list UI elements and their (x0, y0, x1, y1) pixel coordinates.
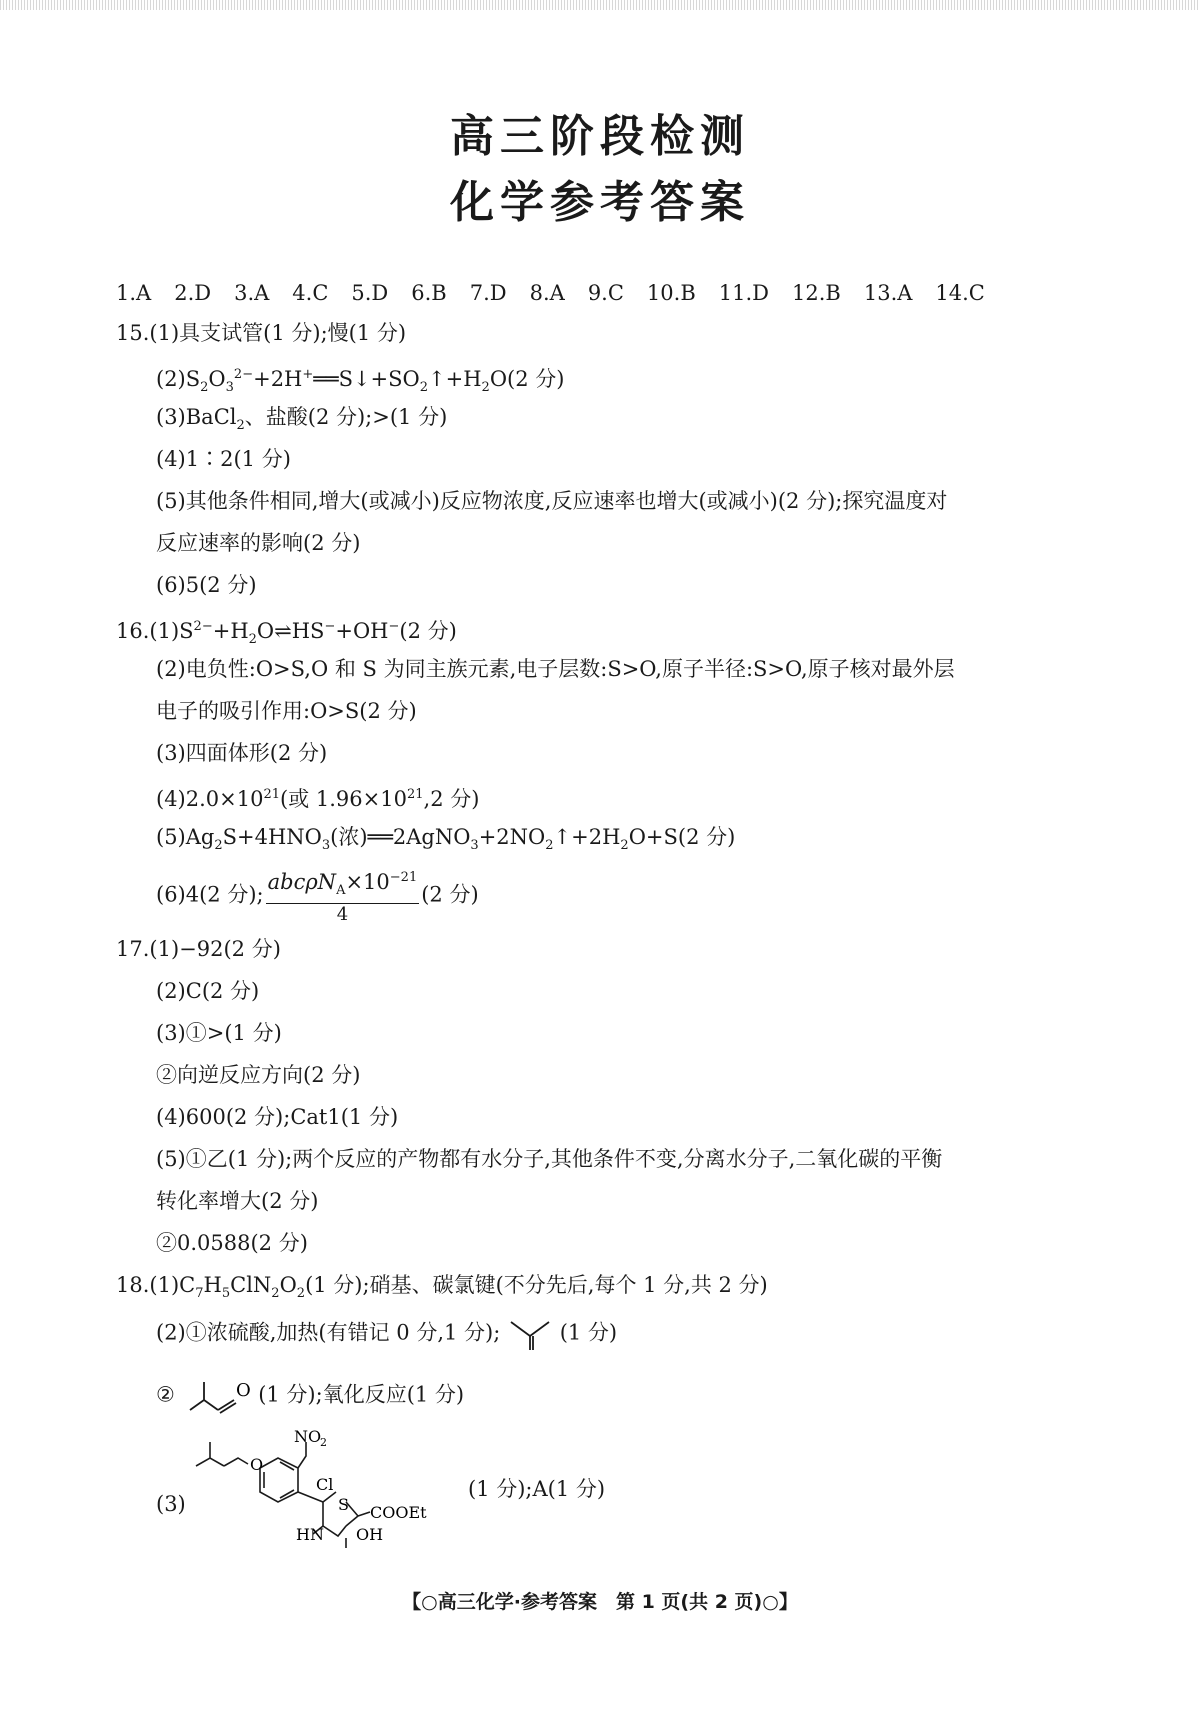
q15-number: 15. (116, 321, 150, 345)
q17-part5-line1: (5)①乙(1 分);两个反应的产物都有水分子,其他条件不变,分离水分子,二氧化碳的平衡 (156, 1147, 943, 1171)
aldehyde-o-label: O (235, 1380, 251, 1401)
q15-part1: (1)具支试管(1 分);慢(1 分) (149, 321, 407, 345)
q16-part3: (3)四面体形(2 分) (156, 741, 328, 765)
q16-part4: $(4)2.0\times 10^{21}$(或 $1.96\times 10^{21},2$ 分) (156, 787, 480, 811)
q15-part2: $(2)S_2O_3^{2-}+2H^+══S↓+SO_2↑+H_2O(2$ 分) (156, 367, 565, 396)
page-footer: 【○高三化学·参考答案 第 1 页(共 2 页)○】 (402, 1591, 798, 1613)
mc-answer: 2.D (174, 281, 212, 305)
q15-block (116, 318, 406, 348)
mc-answer: 9.C (587, 281, 624, 305)
struct-ether-o: O (250, 1455, 264, 1474)
mc-answer: 11.D (718, 281, 769, 305)
page-subtitle: 化学参考答案 (450, 177, 750, 228)
q17-number: 17. (116, 937, 150, 961)
q17-part3: (3)①>(1 分) (156, 1021, 282, 1045)
struct-no2: NO (294, 1428, 322, 1446)
isobutylene-structure (507, 1316, 553, 1352)
struct-oh: OH (356, 1525, 384, 1544)
mc-answer: 5.D (351, 281, 389, 305)
struct-s: S (338, 1495, 349, 1514)
q16-part2-line1: (2)电负性:O>S,O 和 S 为同主族元素,电子层数:S>O,原子半径:S>O,原子核对最外层 (156, 657, 955, 681)
q17-part1: 17.(1)−92(2 分) (116, 937, 281, 961)
aldehyde-structure (182, 1374, 252, 1418)
q15-part5-line1: (5)其他条件相同,增大(或减小)反应物浓度,反应速率也增大(或减小)(2 分);探究温度对 (156, 489, 948, 513)
q17-part5-line2: 转化率增大(2 分) (156, 1189, 319, 1213)
q16-part6: (6)4(2 分); $\frac{abc\rho N_A\times 10^{-21}}{4}$ (2 分) (156, 866, 479, 926)
scan-top-band (0, 0, 1200, 10)
q18-part1: $18.(1)C_7H_5ClN_2O_2(1$ 分);硝基、碳氯键(不分先后,每个 1 分,共 2 分) (116, 1273, 768, 1302)
mc-answer: 1.A (116, 281, 152, 305)
q18-number: 18. (116, 1273, 150, 1297)
struct-no2-sub: 2 (320, 1436, 327, 1449)
page-title: 高三阶段检测 (450, 111, 750, 162)
mc-answer: 14.C (935, 281, 985, 305)
q18-part2: (2)①浓硫酸,加热(有错记 0 分,1 分); (1 分) (156, 1316, 617, 1352)
q16-number: 16. (116, 619, 150, 643)
q16-part2-line2: 电子的吸引作用:O>S(2 分) (156, 699, 417, 723)
q15-part5-line2: 反应速率的影响(2 分) (156, 531, 361, 555)
q15-part6: (6)5(2 分) (156, 573, 257, 597)
multiple-choice-answers (116, 278, 1008, 308)
q16-part1: $16.(1)S^{2-}+H_2O\rightleftharpoons HS^-+OH^-(2$ 分) (116, 619, 457, 648)
mc-answer: 3.A (234, 281, 270, 305)
struct-cl: Cl (316, 1475, 334, 1494)
q15-part4: (4)1∶2(1 分) (156, 447, 291, 471)
q18-part3: (3) (156, 1492, 186, 1516)
q17-part3b: ②向逆反应方向(2 分) (156, 1063, 361, 1087)
thiazolidine-structure (188, 1428, 458, 1558)
q17-part2: (2)C(2 分) (156, 979, 260, 1003)
mc-answer: 4.C (292, 281, 329, 305)
q18-part2c: ② O (1 分);氧化反应(1 分) (156, 1374, 464, 1418)
mc-answer: 6.B (411, 281, 447, 305)
q15-part3: (3)BaCl$_2$、盐酸(2 分);>(1 分) (156, 405, 448, 434)
q17-part5b: ②0.0588(2 分) (156, 1231, 308, 1255)
struct-cooet: COOEt (370, 1503, 427, 1522)
q16-part5: $(5)Ag_2S+4HNO_3$(浓)$══2AgNO_3+2NO_2↑+2H_2O+S(2$ 分) (156, 825, 736, 854)
mc-answer: 10.B (646, 281, 696, 305)
density-fraction: $\frac{abc\rho N_A\times 10^{-21}}{4}$ (266, 866, 420, 926)
q18-part3-score: (1 分);A(1 分) (468, 1477, 606, 1501)
mc-answer: 7.D (469, 281, 507, 305)
struct-hn: HN (296, 1525, 324, 1544)
mc-answer: 8.A (529, 281, 565, 305)
mc-answer: 12.B (792, 281, 841, 305)
mc-answer: 13.A (863, 281, 913, 305)
q17-part4: (4)600(2 分);Cat1(1 分) (156, 1105, 399, 1129)
